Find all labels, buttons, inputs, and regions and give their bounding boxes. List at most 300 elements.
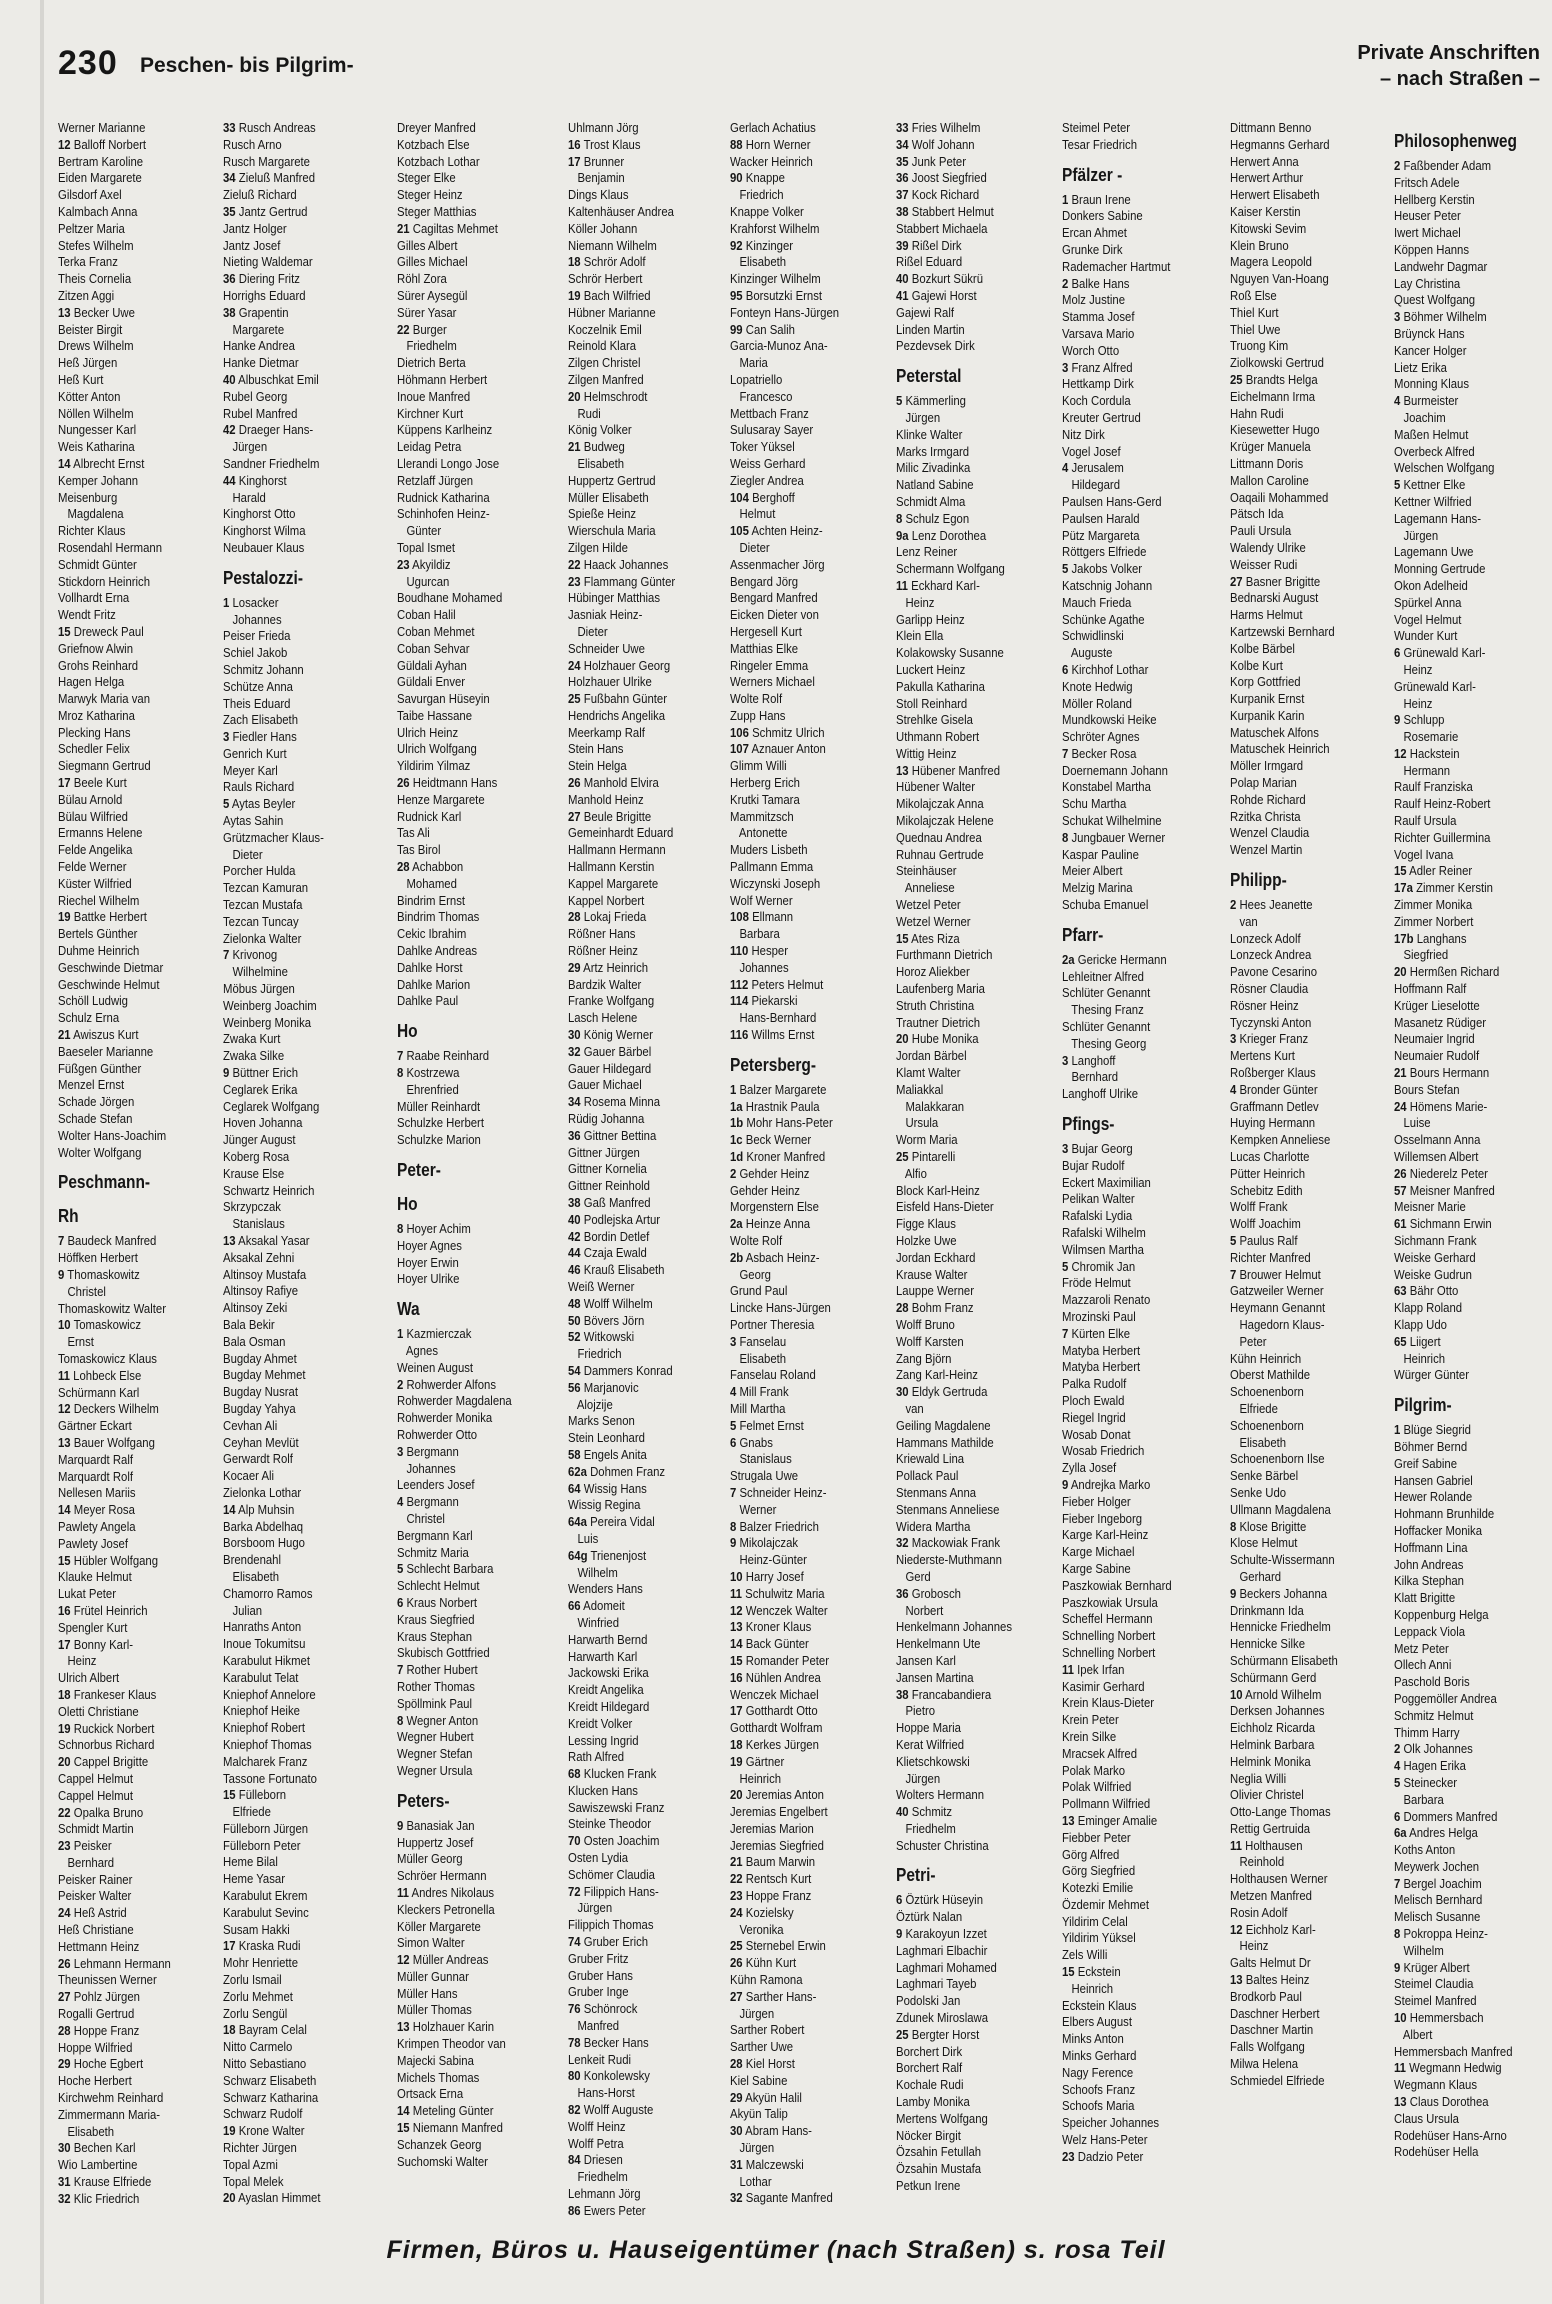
resident-entry — [1230, 1955, 1374, 1972]
resident-entry — [223, 1065, 367, 1082]
scan-edge — [40, 0, 44, 2304]
resident-entry — [568, 1749, 712, 1766]
resident-name: Kotzbach Lothar — [397, 153, 480, 169]
resident-entry — [397, 2120, 541, 2137]
resident-entry — [397, 406, 541, 423]
resident-entry — [58, 1637, 202, 1654]
house-number: 34 — [568, 1094, 581, 1110]
resident-name: Klucken Hans — [568, 1782, 638, 1798]
resident-name: Jürgen — [730, 2005, 775, 2021]
resident-entry — [397, 859, 541, 876]
resident-name: Weinberg Joachim — [223, 997, 317, 1013]
resident-entry — [1394, 1489, 1538, 1506]
resident-name: Skrzypczak — [223, 1199, 281, 1215]
resident-name: Hoyer Ulrike — [397, 1271, 460, 1287]
resident-entry — [223, 1451, 367, 1468]
resident-entry — [1230, 473, 1374, 490]
resident-name: Herwert Anna — [1230, 153, 1299, 169]
resident-entry — [1230, 389, 1374, 406]
resident-name: Schrör Herbert — [568, 271, 643, 287]
resident-name: Möller Roland — [1062, 695, 1132, 711]
resident-entry — [1394, 1115, 1538, 1132]
resident-name: Christel — [397, 1510, 445, 1526]
resident-name: Stenmans Anna — [896, 1484, 977, 1500]
resident-name: Hoppe Franz — [745, 1888, 812, 1904]
resident-entry — [397, 137, 541, 154]
resident-name: Hahn Rudi — [1230, 405, 1284, 421]
resident-entry — [1062, 444, 1206, 461]
resident-name: Luis — [568, 1530, 599, 1546]
resident-entry — [397, 490, 541, 507]
resident-entry — [1394, 1367, 1538, 1384]
resident-name: Ayaslan Himmet — [238, 2190, 321, 2206]
resident-entry — [896, 1183, 1040, 1200]
resident-name: Möller Irmgard — [1230, 758, 1304, 774]
resident-name: Krüger Albert — [1403, 1959, 1470, 1975]
house-number: 2 — [1230, 897, 1237, 913]
resident-entry — [397, 624, 541, 641]
resident-name: Romander Peter — [745, 1652, 829, 1668]
house-number: 106 — [730, 724, 749, 740]
resident-entry — [896, 1485, 1040, 1502]
resident-entry — [1394, 410, 1538, 427]
house-number: 108 — [730, 909, 749, 925]
resident-entry — [223, 2022, 367, 2039]
resident-entry — [896, 1082, 1040, 1099]
resident-name: Stanislaus — [223, 1216, 285, 1232]
house-number: 54 — [568, 1362, 581, 1378]
resident-entry — [730, 1821, 874, 1838]
house-number: 29 — [730, 2089, 743, 2105]
resident-name: Mazzaroli Renato — [1062, 1292, 1151, 1308]
resident-name: Lothar — [730, 2173, 772, 2189]
resident-entry — [223, 1989, 367, 2006]
resident-entry — [1062, 679, 1206, 696]
resident-name: Wilmsen Martha — [1062, 1241, 1144, 1257]
resident-name: Kraus Siegfried — [397, 1611, 475, 1627]
resident-entry — [896, 544, 1040, 561]
resident-entry — [1062, 225, 1206, 242]
resident-name: Wenzel Claudia — [1230, 825, 1310, 841]
resident-name: Bugday Mehmet — [223, 1367, 306, 1383]
resident-entry — [397, 187, 541, 204]
resident-entry — [58, 1233, 202, 1250]
resident-name: Brandts Helga — [1245, 371, 1318, 387]
house-number: 31 — [730, 2156, 743, 2172]
resident-entry — [568, 221, 712, 238]
resident-entry — [568, 490, 712, 507]
resident-name: Bengard Manfred — [730, 590, 818, 606]
resident-name: Özsahin Mustafa — [896, 2161, 982, 2177]
resident-entry — [896, 981, 1040, 998]
resident-name: Wenczek Michael — [730, 1686, 819, 1702]
resident-name: Rudi — [568, 405, 601, 421]
resident-entry — [568, 960, 712, 977]
resident-name: Aznauer Anton — [751, 741, 826, 757]
resident-entry — [896, 1636, 1040, 1653]
resident-entry — [223, 1972, 367, 1989]
resident-name: Daschner Martin — [1230, 2022, 1314, 2038]
resident-entry — [896, 1132, 1040, 1149]
resident-entry — [1062, 1695, 1206, 1712]
resident-name: Jeremias Marion — [730, 1820, 814, 1836]
resident-name: Duhme Heinrich — [58, 943, 140, 959]
resident-name: Lenkeit Rudi — [568, 2051, 632, 2067]
resident-entry — [223, 1636, 367, 1653]
resident-entry — [1230, 1451, 1374, 1468]
resident-name: Zitzen Aggi — [58, 287, 115, 303]
resident-name: Brodkorb Paul — [1230, 1988, 1302, 2004]
resident-entry — [1394, 393, 1538, 410]
resident-entry — [223, 120, 367, 137]
resident-entry — [896, 1099, 1040, 1116]
resident-name: Röhl Zora — [397, 271, 447, 287]
resident-entry — [1062, 120, 1206, 137]
resident-name: Horrighs Eduard — [223, 287, 306, 303]
resident-entry — [568, 2018, 712, 2035]
resident-name: Dreyer Manfred — [397, 120, 476, 135]
resident-entry — [397, 1477, 541, 1494]
resident-name: Rößner Hans — [568, 926, 636, 942]
resident-name: Rohde Richard — [1230, 791, 1306, 807]
resident-name: Kaspar Pauline — [1062, 846, 1139, 862]
resident-name: Paszkowiak Ursula — [1062, 1594, 1158, 1610]
resident-name: Gilsdorf Axel — [58, 187, 122, 203]
resident-name: Malakkaran — [896, 1098, 965, 1114]
resident-name: Hemmersbach — [1409, 2010, 1484, 2026]
house-number: 24 — [1394, 1098, 1407, 1114]
resident-entry — [58, 389, 202, 406]
resident-entry — [568, 1581, 712, 1598]
resident-entry — [896, 393, 1040, 410]
resident-name: Willemsen Albert — [1394, 1149, 1479, 1165]
resident-entry — [568, 456, 712, 473]
resident-entry — [1230, 1115, 1374, 1132]
resident-entry — [1062, 1595, 1206, 1612]
house-number: 37 — [896, 187, 909, 203]
resident-entry — [1062, 1779, 1206, 1796]
resident-name: Schneider Uwe — [568, 640, 645, 656]
resident-name: Steimel Claudia — [1394, 1976, 1474, 1992]
resident-entry — [223, 696, 367, 713]
resident-entry — [730, 1485, 874, 1502]
resident-name: Lonzeck Andrea — [1230, 947, 1312, 963]
house-number: 33 — [223, 120, 236, 135]
resident-entry — [568, 1245, 712, 1262]
resident-name: Dittmann Benno — [1230, 120, 1312, 135]
resident-name: Schürmann Gerd — [1230, 1669, 1317, 1685]
resident-name: Brüynck Hans — [1394, 325, 1465, 341]
resident-entry — [223, 1787, 367, 1804]
resident-name: Bujar Rudolf — [1062, 1157, 1125, 1173]
resident-entry — [58, 943, 202, 960]
house-number: 40 — [223, 371, 236, 387]
resident-name: Eckstein Klaus — [1062, 1997, 1137, 2013]
resident-name: Marquardt Rolf — [58, 1468, 134, 1484]
resident-name: Strehlke Gisela — [896, 712, 973, 728]
resident-entry — [730, 1216, 874, 1233]
resident-name: Gruber Inge — [568, 1984, 629, 2000]
resident-name: Dahlke Marion — [397, 976, 471, 992]
resident-entry — [58, 1401, 202, 1418]
resident-entry — [1394, 326, 1538, 343]
resident-entry — [1394, 1048, 1538, 1065]
resident-entry — [397, 1696, 541, 1713]
resident-entry — [1230, 1267, 1374, 1284]
house-number: 33 — [896, 120, 909, 135]
resident-entry — [1230, 947, 1374, 964]
resident-name: Pohlz Jürgen — [73, 1989, 140, 2005]
resident-entry — [896, 1451, 1040, 1468]
resident-entry — [397, 154, 541, 171]
house-number: 9 — [730, 1535, 737, 1551]
resident-name: Felmet Ernst — [739, 1417, 804, 1433]
resident-name: Magdalena — [58, 506, 124, 522]
street-heading: Peterstal — [896, 366, 962, 387]
resident-entry — [730, 624, 874, 641]
resident-entry — [896, 2044, 1040, 2061]
house-number: 92 — [730, 237, 743, 253]
resident-entry — [568, 1262, 712, 1279]
resident-name: Wolter Wolfgang — [58, 1144, 142, 1160]
house-number: 39 — [896, 237, 909, 253]
resident-entry — [1394, 1691, 1538, 1708]
resident-name: Pollmann Wilfried — [1062, 1796, 1151, 1812]
resident-name: Hellberg Kerstin — [1394, 191, 1475, 207]
resident-entry — [1230, 792, 1374, 809]
resident-name: Bülau Arnold — [58, 791, 123, 807]
resident-name: Osten Joachim — [583, 1833, 660, 1849]
resident-name: Oaqaili Mohammed — [1230, 489, 1329, 505]
resident-name: Mill Frank — [739, 1384, 789, 1400]
resident-name: Falls Wolfgang — [1230, 2039, 1305, 2055]
house-number: 19 — [568, 287, 581, 303]
resident-entry — [568, 641, 712, 658]
resident-entry — [1230, 271, 1374, 288]
resident-entry — [223, 813, 367, 830]
resident-name: Kettner Wilfried — [1394, 493, 1472, 509]
resident-entry — [397, 473, 541, 490]
resident-name: Boudhane Mohamed — [397, 590, 503, 606]
resident-entry — [58, 137, 202, 154]
resident-name: Schiel Jakob — [223, 645, 288, 661]
resident-entry — [223, 1082, 367, 1099]
resident-entry — [568, 238, 712, 255]
resident-entry — [1394, 1015, 1538, 1032]
resident-name: Junk Peter — [911, 153, 966, 169]
resident-name: Luise — [1394, 1115, 1431, 1131]
resident-name: Muders Lisbeth — [730, 842, 808, 858]
resident-entry — [223, 1502, 367, 1519]
resident-name: Metzen Manfred — [1230, 1888, 1312, 1904]
resident-name: Frankeser Klaus — [73, 1686, 157, 1702]
resident-entry — [896, 1619, 1040, 1636]
resident-entry — [1062, 1158, 1206, 1175]
resident-entry — [1230, 1552, 1374, 1569]
house-number: 22 — [58, 1804, 71, 1820]
resident-entry — [730, 1603, 874, 1620]
resident-entry — [1394, 477, 1538, 494]
resident-entry — [730, 2022, 874, 2039]
resident-entry — [896, 2027, 1040, 2044]
resident-name: Mackowiak Frank — [911, 1535, 1001, 1551]
resident-name: Altinsoy Zeki — [223, 1300, 288, 1316]
resident-entry — [730, 1619, 874, 1636]
resident-name: Ernst — [58, 1334, 94, 1350]
resident-entry — [568, 506, 712, 523]
resident-name: Laghmari Tayeb — [896, 1976, 977, 1992]
resident-name: Kempken Anneliese — [1230, 1132, 1331, 1148]
resident-entry — [1230, 897, 1374, 914]
resident-entry — [223, 305, 367, 322]
resident-entry — [896, 1418, 1040, 1435]
resident-entry — [1394, 276, 1538, 293]
resident-name: Ruckick Norbert — [73, 1720, 155, 1736]
resident-entry — [58, 1469, 202, 1486]
resident-name: Bonny Karl- — [73, 1636, 134, 1652]
resident-entry — [1394, 544, 1538, 561]
resident-entry — [397, 1444, 541, 1461]
resident-name: Huppertz Gertrud — [568, 472, 656, 488]
resident-entry — [397, 741, 541, 758]
resident-entry — [1230, 439, 1374, 456]
house-number: 22 — [397, 321, 410, 337]
resident-entry — [1394, 460, 1538, 477]
resident-entry — [1062, 985, 1206, 1002]
resident-entry — [1230, 1586, 1374, 1603]
resident-name: Paulsen Hans-Gerd — [1062, 493, 1162, 509]
resident-name: Nagy Ference — [1062, 2064, 1134, 2080]
resident-entry — [223, 540, 367, 557]
resident-entry — [568, 1665, 712, 1682]
resident-name: Pollack Paul — [896, 1468, 959, 1484]
resident-name: Thomaskowitz — [67, 1267, 140, 1282]
house-number: 2 — [397, 1376, 404, 1392]
resident-entry — [568, 422, 712, 439]
resident-name: Klucken Frank — [583, 1766, 657, 1782]
resident-name: Rüdig Johanna — [568, 1111, 645, 1127]
resident-entry — [1062, 511, 1206, 528]
resident-name: Küster Wilfried — [58, 875, 132, 891]
resident-name: Wolf Johann — [911, 136, 975, 152]
resident-name: Ziegler Andrea — [730, 472, 804, 488]
resident-name: Schröer Hermann — [397, 1868, 487, 1884]
resident-entry — [397, 1969, 541, 1986]
resident-name: Kreidt Hildegard — [568, 1698, 650, 1714]
resident-name: Kettner Elke — [1403, 477, 1466, 493]
resident-name: Ursula — [896, 1115, 939, 1131]
resident-name: Lay Christina — [1394, 275, 1461, 291]
resident-entry — [730, 422, 874, 439]
resident-name: Elbers August — [1062, 2014, 1132, 2030]
house-number: 17a — [1394, 880, 1413, 896]
resident-entry — [896, 1216, 1040, 1233]
resident-entry — [397, 2154, 541, 2171]
resident-name: Hübler Wolfgang — [73, 1552, 159, 1568]
resident-entry — [730, 1703, 874, 1720]
resident-entry — [1394, 1082, 1538, 1099]
resident-name: Krauß Elisabeth — [583, 1262, 665, 1278]
street-heading: Wa — [397, 1299, 420, 1320]
resident-name: Osselmann Anna — [1394, 1132, 1481, 1148]
resident-entry — [568, 1514, 712, 1531]
resident-name: Böhmer Wilhelm — [1403, 309, 1487, 325]
resident-entry — [730, 372, 874, 389]
house-number: 32 — [896, 1535, 909, 1551]
house-number: 1c — [730, 1132, 743, 1148]
resident-entry — [397, 1099, 541, 1116]
resident-entry — [568, 1363, 712, 1380]
resident-name: Kasimir Gerhard — [1062, 1678, 1145, 1694]
resident-name: Thesing Georg — [1062, 1035, 1147, 1051]
resident-name: Schoofs Franz — [1062, 2081, 1136, 2097]
resident-name: Füßgen Günther — [58, 1060, 142, 1076]
resident-entry — [1230, 221, 1374, 238]
resident-entry — [1394, 2010, 1538, 2027]
resident-entry — [58, 2107, 202, 2124]
resident-name: Steger Matthias — [397, 203, 477, 219]
resident-entry — [568, 2152, 712, 2169]
resident-name: Opalka Bruno — [73, 1804, 144, 1820]
resident-name: Bala Osman — [223, 1333, 286, 1349]
resident-name: Wetzel Werner — [896, 913, 971, 929]
street-heading: Philipp- — [1230, 870, 1287, 891]
resident-entry — [1394, 1473, 1538, 1490]
resident-entry — [58, 893, 202, 910]
house-number: 116 — [730, 1027, 749, 1043]
resident-entry — [58, 456, 202, 473]
resident-name: Bertram Karoline — [58, 153, 144, 169]
resident-name: Bozkurt Sükrü — [911, 271, 984, 287]
resident-entry — [896, 238, 1040, 255]
resident-name: Zang Björn — [896, 1350, 952, 1366]
resident-name: Kiel Horst — [745, 2056, 795, 2072]
resident-entry — [397, 1360, 541, 1377]
resident-entry — [1230, 523, 1374, 540]
house-number: 16 — [58, 1602, 71, 1618]
resident-name: Bours Hermann — [1409, 1065, 1490, 1081]
resident-entry — [397, 221, 541, 238]
house-number: 17 — [730, 1703, 743, 1719]
resident-name: Schuba Emanuel — [1062, 897, 1149, 913]
resident-entry — [58, 355, 202, 372]
resident-name: Jerusalem — [1071, 460, 1124, 476]
resident-entry — [1062, 1511, 1206, 1528]
resident-entry — [896, 1535, 1040, 1552]
resident-name: Sarther Uwe — [730, 2039, 794, 2055]
resident-entry — [58, 859, 202, 876]
house-number: 82 — [568, 2102, 581, 2118]
resident-entry — [896, 1754, 1040, 1771]
resident-entry — [58, 1888, 202, 1905]
resident-name: König Volker — [568, 422, 632, 438]
resident-entry — [568, 725, 712, 742]
resident-name: Zach Elisabeth — [223, 712, 299, 728]
house-number: 6 — [1394, 645, 1401, 661]
resident-name: Mill Martha — [730, 1400, 786, 1416]
resident-name: Linden Martin — [896, 321, 965, 337]
resident-name: Ollech Anni — [1394, 1657, 1452, 1673]
resident-name: Strugala Uwe — [730, 1468, 799, 1484]
resident-name: Ortsack Erna — [397, 2086, 464, 2102]
resident-entry — [58, 1603, 202, 1620]
resident-name: Friedhelm — [397, 338, 457, 354]
house-number: 9 — [397, 1817, 404, 1833]
resident-entry — [223, 863, 367, 880]
resident-entry — [730, 439, 874, 456]
resident-name: Franke Wolfgang — [568, 993, 655, 1009]
resident-entry — [1230, 422, 1374, 439]
